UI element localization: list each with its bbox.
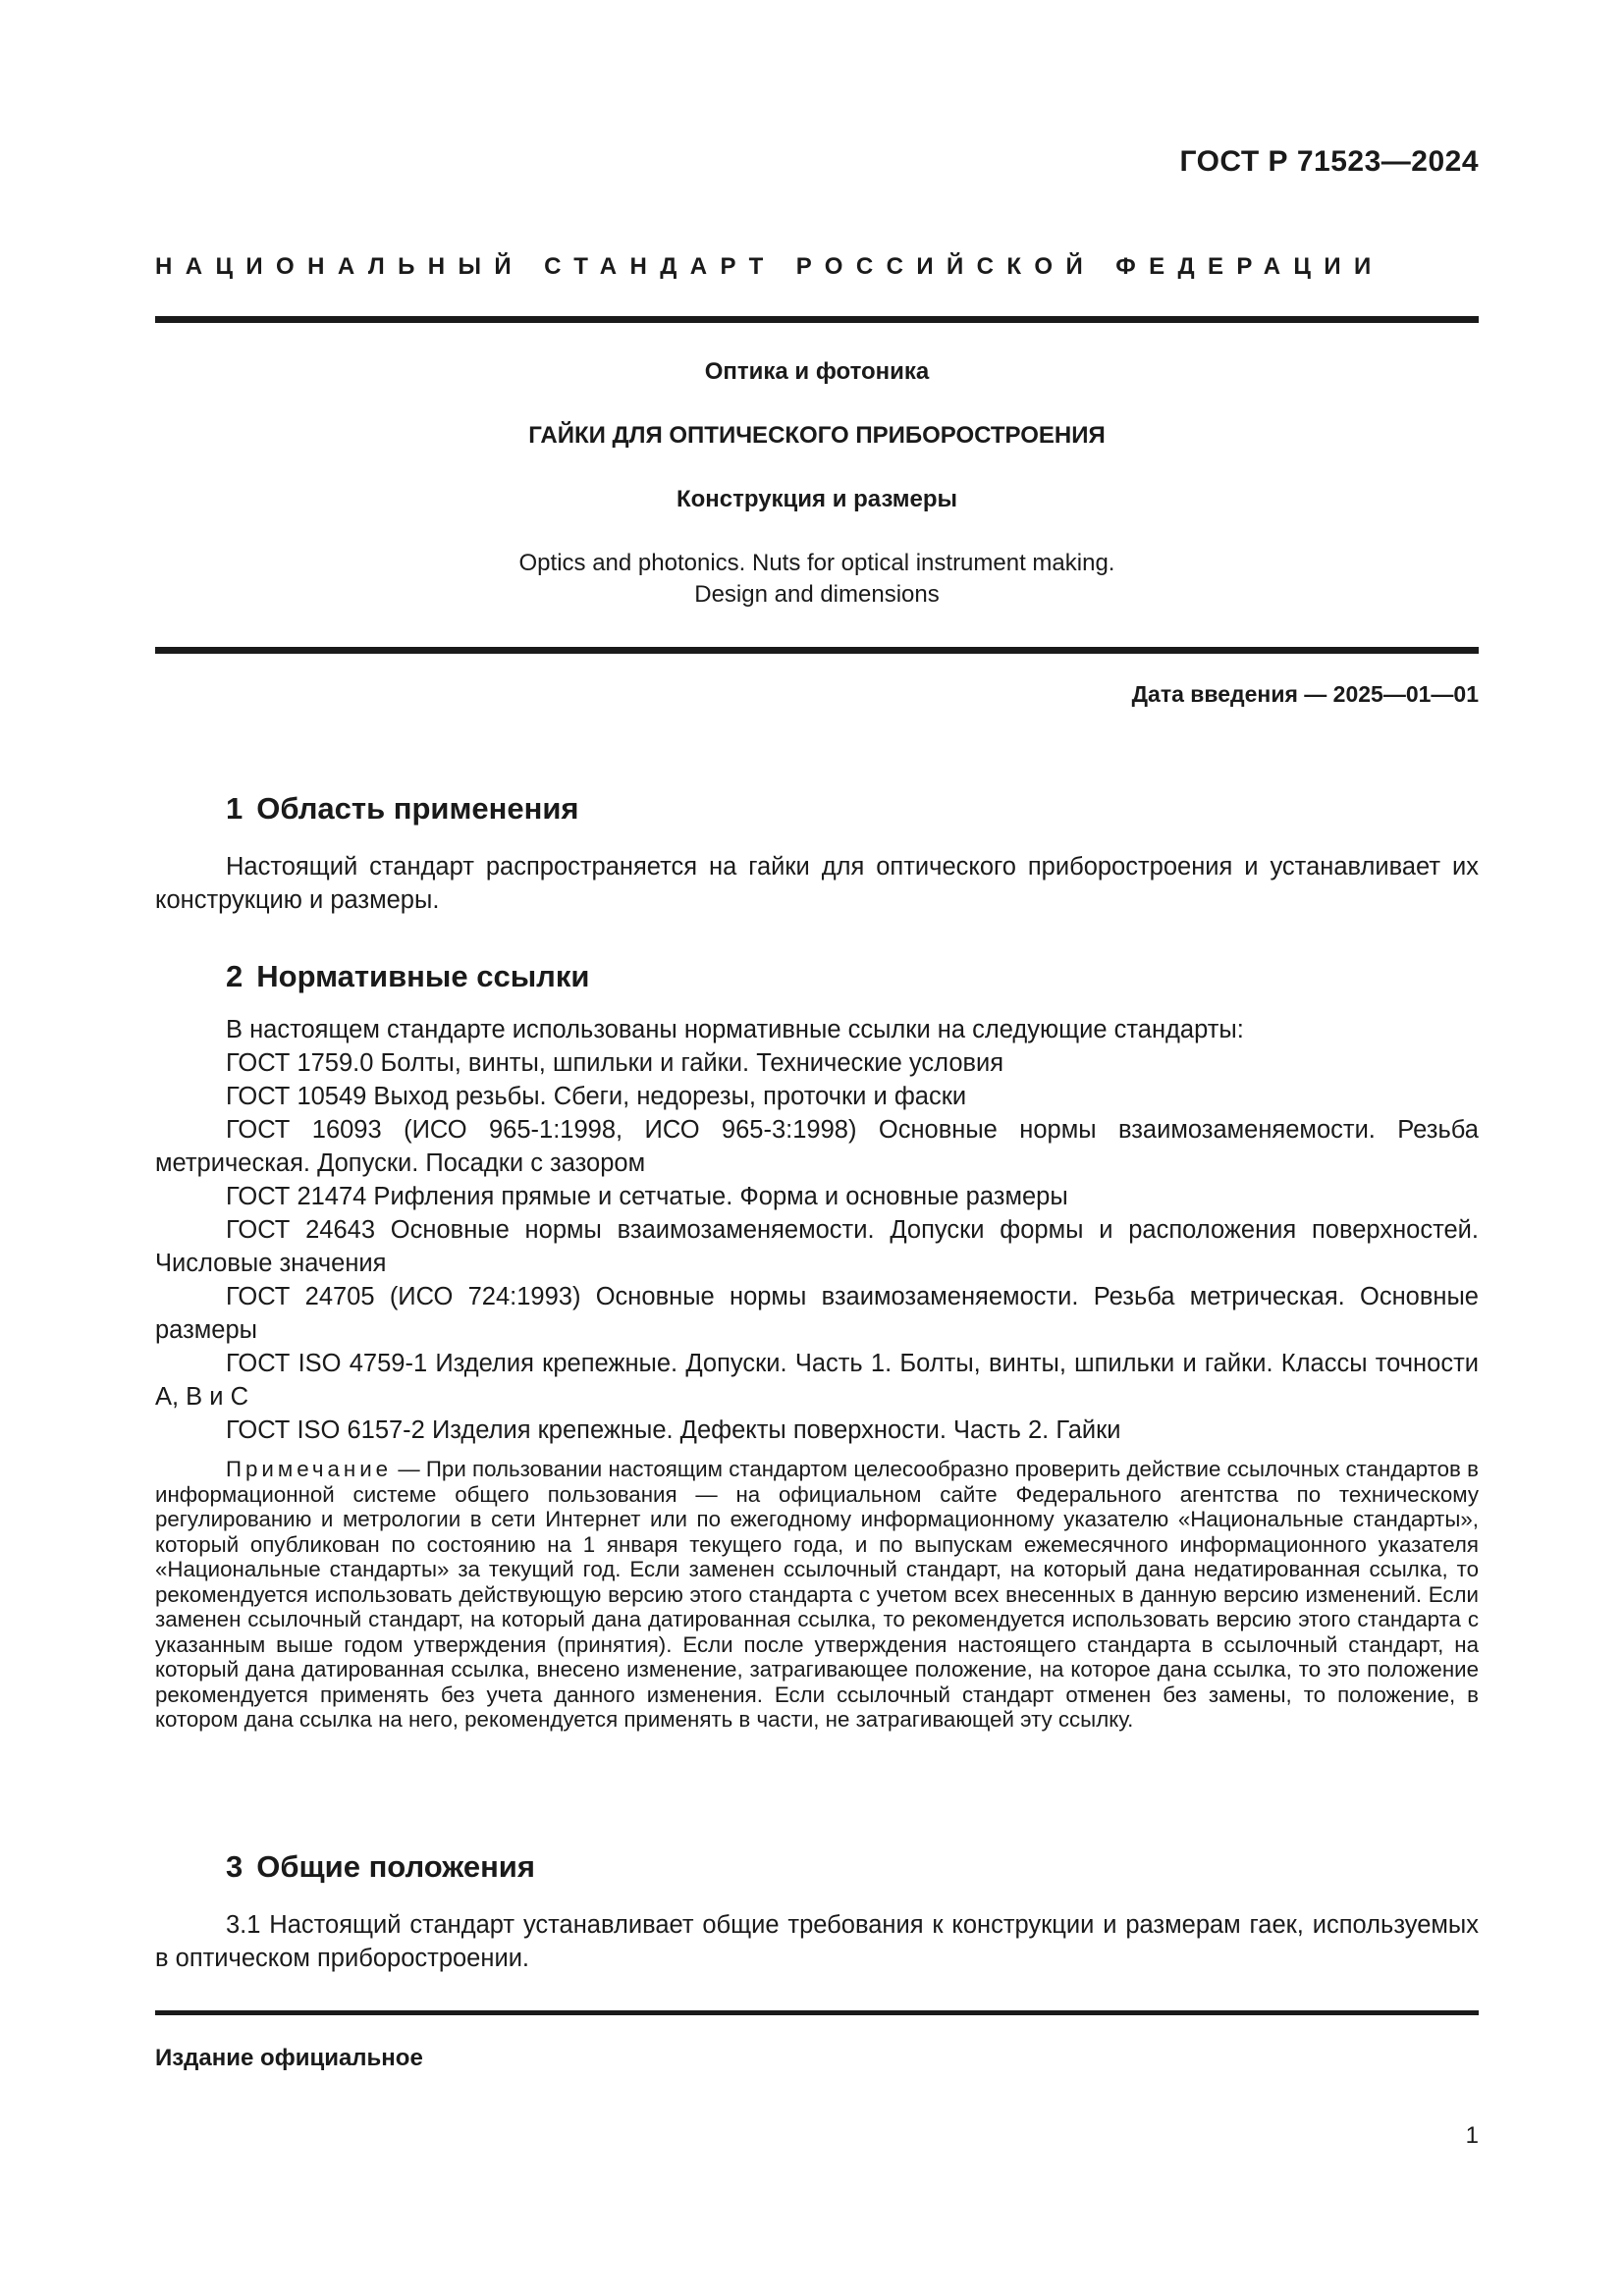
references-list <box>155 1013 1479 1447</box>
reference-item: ГОСТ 24705 (ИСО 724:1993) Основные нормы взаимозаменяемости. Резьба метрическая. Основные размеры <box>155 1283 1479 1344</box>
section-1-heading <box>226 791 579 827</box>
category-heading: Оптика и фотоника <box>704 358 930 385</box>
english-title-line-2: Design and dimensions <box>694 581 940 608</box>
section-number: 1 <box>226 791 244 826</box>
title-divider <box>155 647 1479 654</box>
section-title: Область применения <box>256 791 579 826</box>
section-3-heading <box>226 1849 535 1885</box>
official-edition-label: Издание официальное <box>155 2045 423 2071</box>
reference-item: ГОСТ 21474 Рифления прямые и сетчатые. Форма и основные размеры <box>226 1183 1068 1210</box>
reference-item: ГОСТ 10549 Выход резьбы. Сбеги, недорезы, проточки и фаски <box>226 1083 967 1110</box>
document-title: ГАЙКИ ДЛЯ ОПТИЧЕСКОГО ПРИБОРОСТРОЕНИЯ <box>528 422 1106 449</box>
page-number: 1 <box>1465 2122 1479 2149</box>
section-3-text: 3.1 Настоящий стандарт устанавливает общие требования к конструкции и размерам гаек, используемых в оптическом приборостроении. <box>155 1911 1479 1972</box>
section-title: Нормативные ссылки <box>256 959 590 993</box>
section-number: 2 <box>226 959 244 993</box>
note-label: Примечание <box>226 1457 393 1481</box>
section-title: Общие положения <box>256 1849 535 1884</box>
national-standard-banner: НАЦИОНАЛЬНЫЙ СТАНДАРТ РОССИЙСКОЙ ФЕДЕРАЦИИ <box>155 253 1384 280</box>
document-subtitle: Конструкция и размеры <box>676 486 958 512</box>
section-2-heading <box>226 959 589 994</box>
reference-item: ГОСТ ISO 6157-2 Изделия крепежные. Дефекты поверхности. Часть 2. Гайки <box>226 1416 1121 1444</box>
reference-item: ГОСТ 1759.0 Болты, винты, шпильки и гайки. Технические условия <box>226 1049 1004 1077</box>
section-1-text: Настоящий стандарт распространяется на гайки для оптического приборостроения и устанавливает их конструкцию и размеры. <box>155 853 1479 914</box>
top-divider <box>155 316 1479 323</box>
english-title-line-1: Optics and photonics. Nuts for optical instrument making. <box>518 550 1115 576</box>
reference-item: ГОСТ 16093 (ИСО 965-1:1998, ИСО 965-3:1998) Основные нормы взаимозаменяемости. Резьба метрическая. Допуски. Посадки с зазором <box>155 1116 1479 1177</box>
footer-divider <box>155 2010 1479 2015</box>
reference-item: ГОСТ ISO 4759-1 Изделия крепежные. Допуски. Часть 1. Болты, винты, шпильки и гайки. Классы точности А, В и С <box>155 1350 1479 1411</box>
references-intro: В настоящем стандарте использованы нормативные ссылки на следующие стандарты: <box>226 1016 1244 1043</box>
english-title <box>155 548 1479 611</box>
section-number: 3 <box>226 1849 244 1884</box>
note-text: — При пользовании настоящим стандартом целесообразно проверить действие ссылочных стандартов в информационной системе общего пользования — на официальном сайте Федерального агентства по техническому регулированию и метрологии в сети Интернет или по ежегодному информационному указателю «Национальные стандарты», который опубликован по состоянию на 1 января текущего года, и по выпускам ежемесячного информационного указателя «Национальные стандарты» за текущий год. Если заменен ссылочный стандарт, на который дана недатированная ссылка, то рекомендуется использовать действующую версию этого стандарта с учетом всех внесенных в данную версию изменений. Если заменен ссылочный стандарт, на который дана датированная ссылка, то рекомендуется использовать версию этого стандарта с указанным выше годом утверждения (принятия). Если после утверждения настоящего стандарта в ссылочный стандарт, на который дана датированная ссылка, внесено изменение, затрагивающее положение, на которое дана ссылка, то это положение рекомендуется применять без учета данного изменения. Если ссылочный стандарт отменен без замены, то положение, в котором дана ссылка на него, рекомендуется применять в части, не затрагивающей эту ссылку. <box>155 1457 1479 1732</box>
references-note <box>155 1457 1479 1733</box>
reference-item: ГОСТ 24643 Основные нормы взаимозаменяемости. Допуски формы и расположения поверхностей. Числовые значения <box>155 1216 1479 1277</box>
document-number: ГОСТ Р 71523—2024 <box>1179 145 1479 178</box>
introduction-date: Дата введения — 2025—01—01 <box>1131 681 1479 707</box>
